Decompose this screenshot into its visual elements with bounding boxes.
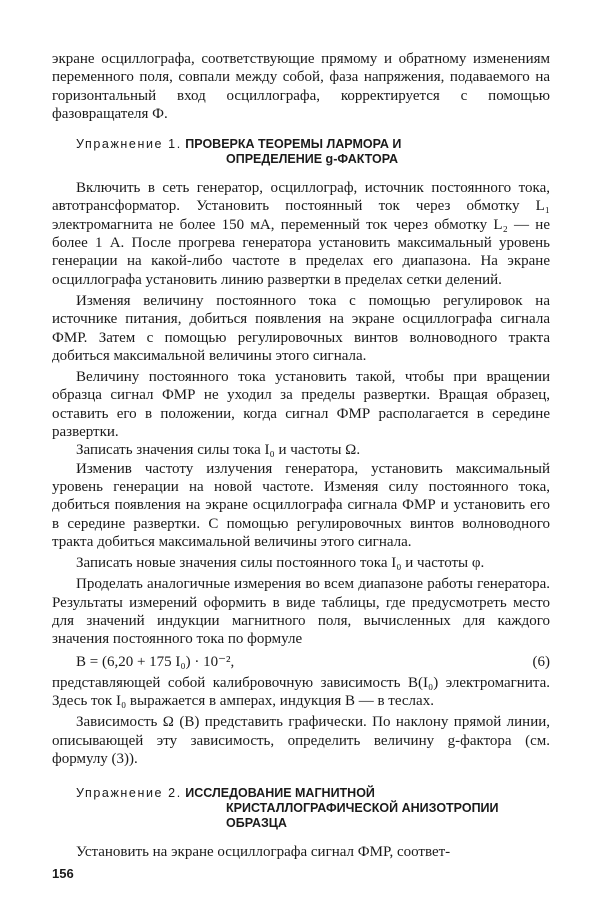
exercise-1-title-line2: ОПРЕДЕЛЕНИЕ g-ФАКТОРА (226, 152, 398, 167)
paragraph-3: Величину постоянного тока установить такой, чтобы при вращении образца сигнал ФМР не уходил за пределы развертки. Вращая образец, оставить его в положении, когда сигнал ФМР располагается в середине развертки. (52, 369, 550, 441)
dependence-paragraph: Зависимость Ω (B) представить графически. По наклону прямой линии, описывающей эту зависимость, определить величину g-фактора (см. формулу (3)). (52, 714, 550, 767)
exercise-1-title-line1: ПРОВЕРКА ТЕОРЕМЫ ЛАРМОРА И (185, 137, 402, 152)
paragraph-6: Записать новые значения силы постоянного тока I₀ и частоты φ. (76, 555, 485, 572)
exercise-2-title-line3: ОБРАЗЦА (226, 816, 287, 831)
page-number: 156 (52, 866, 74, 881)
paragraph-2: Изменяя величину постоянного тока с помощью регулировок на источнике питания, добиться появления на экране осциллографа сигнала ФМР. Затем с помощью регулировочных винтов волноводного тракта добиться максимальной величины этого сигнала. (52, 292, 550, 364)
paragraph-5: Изменив частоту излучения генератора, установить максимальный уровень генерации на новой частоте. Изменяя силу постоянного тока, добиться появления на экране осциллографа сигнала ФМР и установить его в середине развертки. С помощью регулировочных винтов волноводного тракта добиться максимальной величины этого сигнала. (52, 460, 550, 550)
paragraph-7: Проделать аналогичные измерения во всем диапазоне работы генератора. Результаты измерений оформить в виде таблицы, где предусмотреть место для значений индукции магнитного поля, вычисленных для каждого значения постоянного тока по формуле (52, 576, 550, 648)
exercise-1-label: Упражнение 1. (76, 137, 182, 152)
exercise-1-heading (76, 137, 550, 167)
formula-6 (52, 652, 550, 672)
after-formula-paragraph: представляющей собой калибровочную зависимость B(I₀) электромагнита. Здесь ток I₀ выражается в амперах, индукция B — в теслах. (52, 674, 550, 709)
exercise-2-heading (76, 786, 550, 831)
last-paragraph: Установить на экране осциллографа сигнал ФМР, соответ- (76, 844, 451, 861)
exercise-2-title-line1: ИССЛЕДОВАНИЕ МАГНИТНОЙ (185, 786, 375, 801)
intro-paragraph: экране осциллографа, соответствующие прямому и обратному изменениям переменного поля, совпали между собой, фаза напряжения, подаваемого на горизонтальный вход осциллографа, корректируется с помощью фазовращателя Ф. (52, 51, 550, 122)
paragraph-1: Включить в сеть генератор, осциллограф, источник постоянного тока, автотрансформатор. Установить постоянный ток через обмотку L₁ электромагнита не более 150 мА, переменный ток через обмотку L₂ — не более 1 А. После прогрева генератора установить максимальный уровень генерации на какой-либо частоте в пределах его диапазона. На экране осциллографа установить линию развертки в пределах сетки делений. (52, 180, 550, 288)
formula-expression: B = (6,20 + 175 I₀) · 10⁻², (76, 653, 235, 670)
paragraph-4: Записать значения силы тока I₀ и частоты Ω. (76, 442, 361, 459)
formula-number: (6) (532, 653, 550, 670)
exercise-2-label: Упражнение 2. (76, 786, 182, 801)
exercise-2-title-line2: КРИСТАЛЛОГРАФИЧЕСКОЙ АНИЗОТРОПИИ (226, 801, 499, 816)
